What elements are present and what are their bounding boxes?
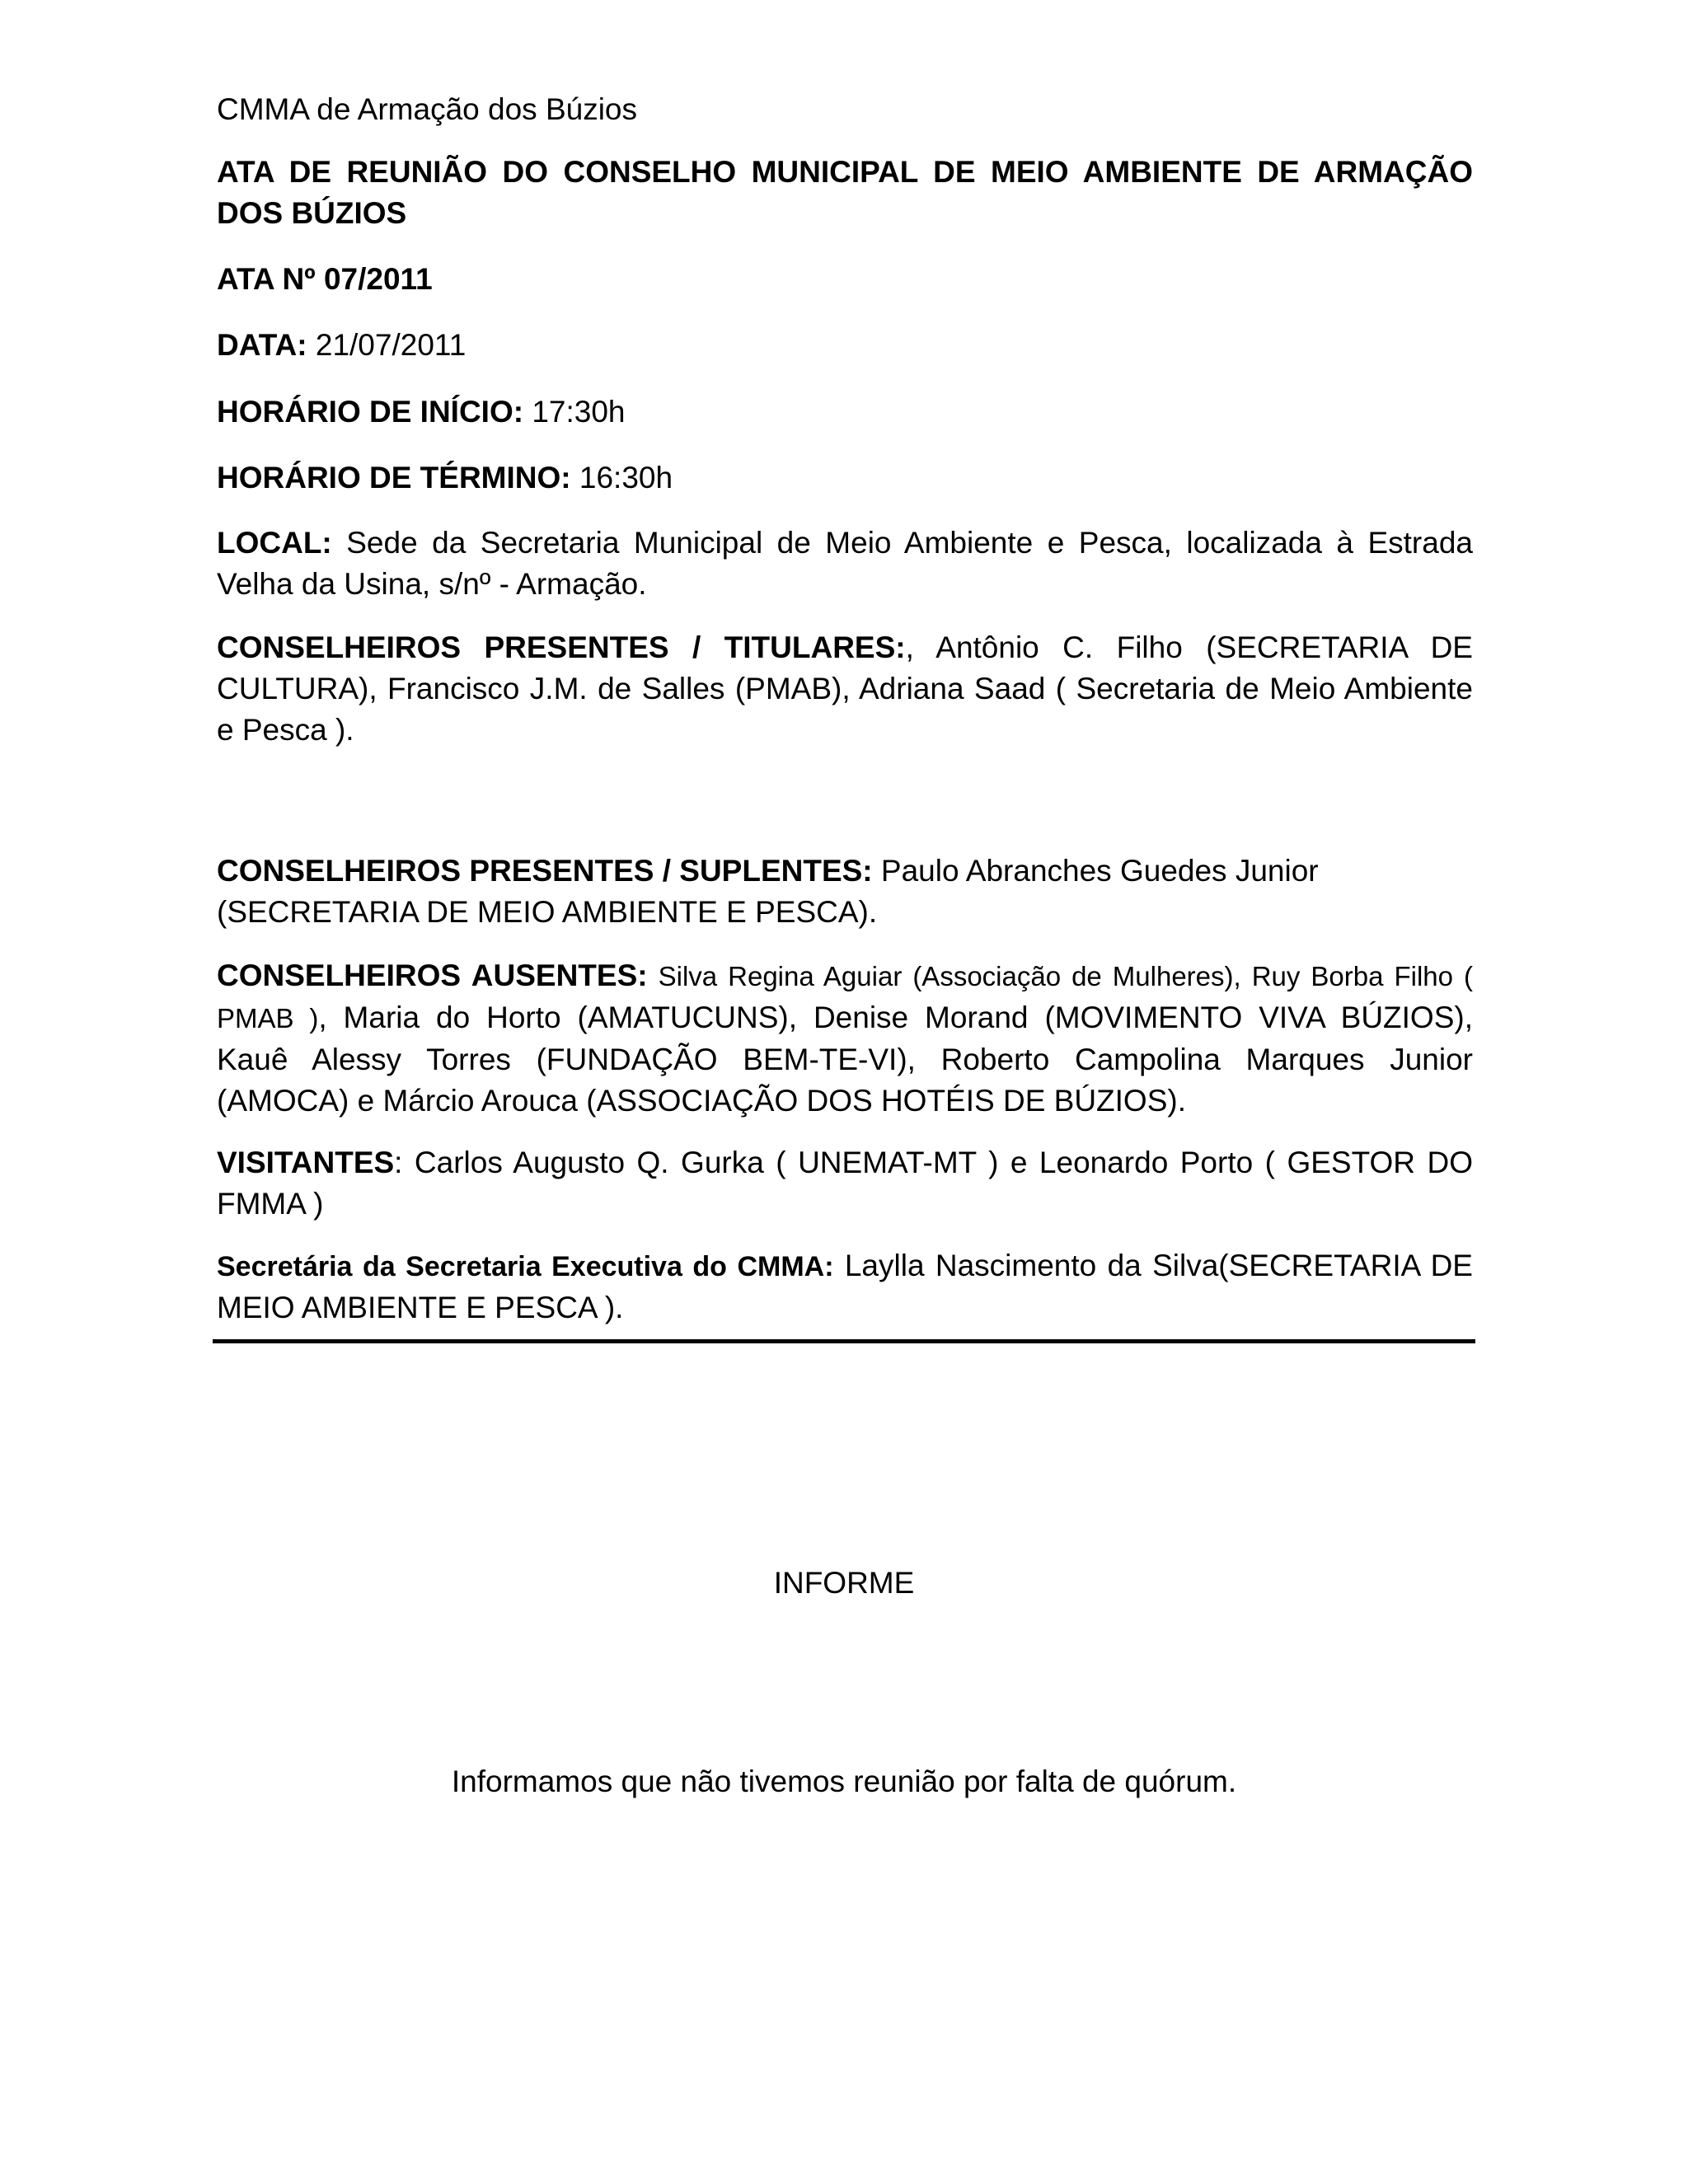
suplentes-label: CONSELHEIROS PRESENTES / SUPLENTES: [217, 854, 873, 888]
end-time [217, 457, 1473, 499]
visitors [217, 1142, 1473, 1225]
visitors-value: : Carlos Augusto Q. Gurka ( UNEMAT-MT ) e Leonardo Porto ( GESTOR DO FMMA ) [217, 1146, 1473, 1221]
absent-members [217, 955, 1473, 1122]
ata-number [217, 259, 1473, 300]
secretary-label: Secretária da Secretaria Executiva do CMMA: [217, 1251, 834, 1282]
titulares-value: , Antônio C. Filho (SECRETARIA DE CULTURA), Francisco J.M. de Salles (PMAB), Adriana Saad ( Secretaria de Meio Ambiente e Pesca ). [217, 630, 1473, 747]
ausentes-value: , Maria do Horto (AMATUCUNS), Denise Morand (MOVIMENTO VIVA BÚZIOS), Kauê Alessy Torres (FUNDAÇÃO BEM-TE-VI), Roberto Campolina Marques Junior (AMOCA) e Márcio Arouca (ASSOCIAÇÃO DOS HOTÉIS DE BÚZIOS). [217, 1001, 1473, 1118]
titulares-label: CONSELHEIROS PRESENTES / TITULARES: [217, 630, 906, 664]
meeting-date-value: 21/07/2011 [307, 328, 467, 362]
ausentes-value-small: Silva Regina Aguiar (Associação de Mulheres), Ruy Borba Filho ( PMAB ) [217, 961, 1473, 1033]
meeting-date-label: DATA: [217, 328, 307, 362]
document-title [217, 152, 1473, 234]
end-time-label: HORÁRIO DE TÉRMINO: [217, 461, 571, 494]
start-time [217, 391, 1473, 433]
start-time-label: HORÁRIO DE INÍCIO: [217, 395, 524, 429]
secretary-value: Laylla Nascimento da Silva(SECRETARIA DE MEIO AMBIENTE E PESCA ). [217, 1249, 1473, 1324]
location-value: Sede da Secretaria Municipal de Meio Ambiente e Pesca, localizada à Estrada Velha da Usina, s/nº - Armação. [217, 526, 1473, 601]
minutes-header-block [217, 89, 1473, 1329]
informe-message: Informamos que não tivemos reunião por falta de quórum. [451, 1765, 1237, 1798]
visitors-label: VISITANTES [217, 1146, 395, 1179]
meeting-location [217, 523, 1473, 605]
meeting-date [217, 325, 1473, 366]
suplentes-value: Paulo Abranches Guedes Junior (SECRETARIA DE MEIO AMBIENTE E PESCA). [217, 854, 1319, 929]
end-time-value: 16:30h [570, 461, 673, 494]
location-label: LOCAL: [217, 526, 332, 560]
informe-heading: INFORME [773, 1566, 915, 1600]
present-members-titulares [217, 627, 1473, 751]
present-members-suplentes [217, 851, 1473, 933]
document-title-text: ATA DE REUNIÃO DO CONSELHO MUNICIPAL DE MEIO AMBIENTE DE ARMAÇÃO DOS BÚZIOS [217, 155, 1473, 230]
start-time-value: 17:30h [523, 395, 626, 429]
secretary [217, 1245, 1473, 1329]
header-divider [213, 1339, 1475, 1343]
ausentes-label: CONSELHEIROS AUSENTES: [217, 958, 648, 992]
organization-name: CMMA de Armação dos Búzios [217, 92, 637, 126]
ata-number-text: ATA Nº 07/2011 [217, 262, 433, 296]
